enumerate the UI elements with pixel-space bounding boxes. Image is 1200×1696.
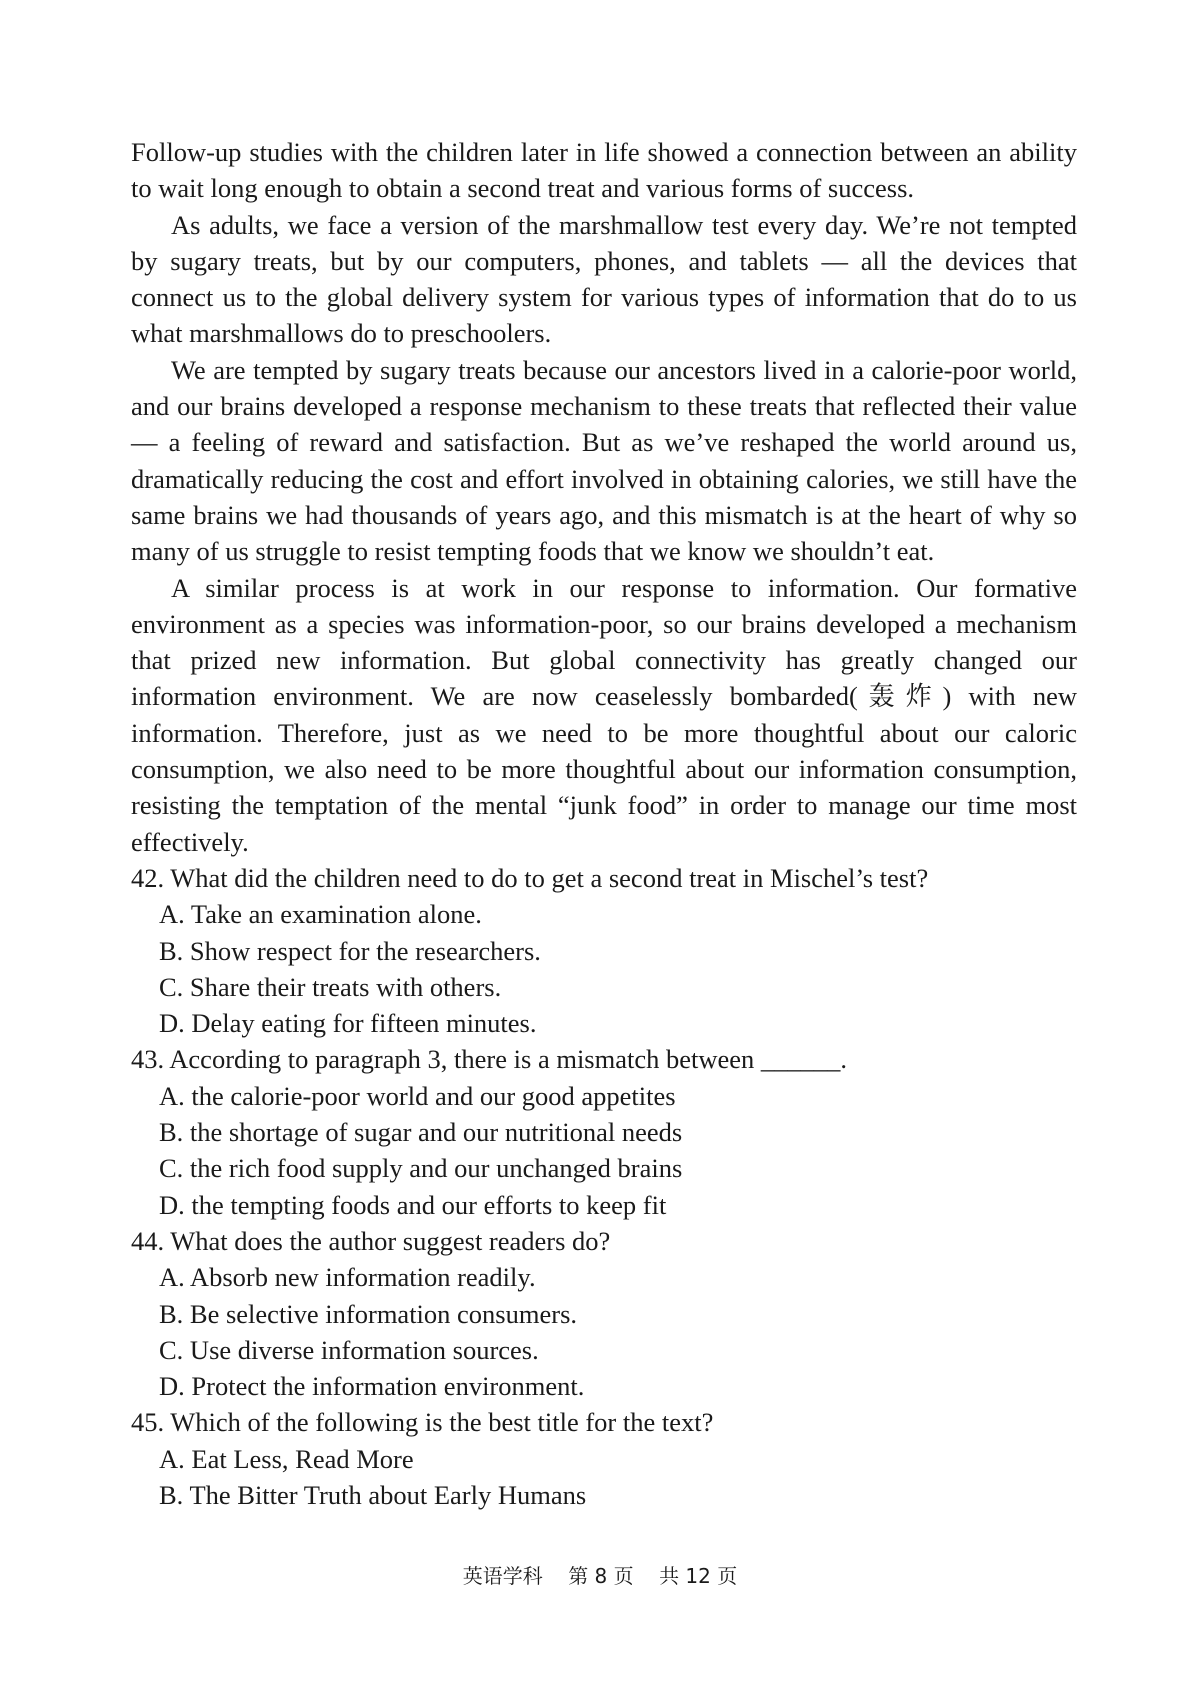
question-stem: 44. What does the author suggest readers do? [131,1225,611,1256]
option-b: B. The Bitter Truth about Early Humans [159,1479,587,1510]
question-42 [131,860,1077,1041]
answer-options [131,1441,1077,1514]
option-a: A. Absorb new information readily. [159,1262,536,1293]
page-footer [0,1562,1200,1590]
exam-page-content [131,134,1077,1513]
passage-paragraph-3: We are tempted by sugary treats because our ancestors lived in a calorie-poor world, and our brains developed a response mechanism to these treats that reflected their value — a feeling of reward and satisfaction. But as we’ve reshaped the world around us, dramatically reducing the cost and effort involved in obtaining calories, we still have the same brains we had thousands of years ago, and this mismatch is at the heart of why so many of us struggle to resist tempting foods that we know we shouldn’t eat. [131,354,1077,567]
option-c: C. Use diverse information sources. [159,1334,539,1365]
passage-paragraph-4: A similar process is at work in our response to information. Our formative environment as a species was information-poor, so our brains developed a mechanism that prized new information. But global connectivity has greatly changed our information environment. We are now ceaselessly bombarded(轰炸) with new information. Therefore, just as we need to be more thoughtful about our caloric consumption, we also need to be more thoughtful about our information consumption, resisting the temptation of the mental “junk food” in order to manage our time most effectively. [131,572,1077,857]
option-b: B. the shortage of sugar and our nutritional needs [159,1117,683,1148]
question-stem: 42. What did the children need to do to get a second treat in Mischel’s test? [131,862,929,893]
option-b: B. Show respect for the researchers. [159,935,541,966]
option-d: D. the tempting foods and our efforts to keep fit [159,1189,667,1220]
option-a: A. Eat Less, Read More [159,1443,414,1474]
page-number-label: 英语学科 第 8 页 共 12 页 [462,1564,738,1588]
option-d: D. Delay eating for fifteen minutes. [159,1008,537,1039]
question-43 [131,1041,1077,1222]
question-45 [131,1404,1077,1513]
option-c: C. Share their treats with others. [159,971,502,1002]
answer-options [131,1259,1077,1404]
question-stem: 43. According to paragraph 3, there is a mismatch between ______. [131,1044,848,1075]
reading-passage [131,134,1077,860]
question-44 [131,1223,1077,1404]
option-c: C. the rich food supply and our unchanged brains [159,1153,683,1184]
passage-paragraph-2: As adults, we face a version of the marshmallow test every day. We’re not tempted by sugary treats, but by our computers, phones, and tablets — all the devices that connect us to the global delivery system for various types of information that do to us what marshmallows do to preschoolers. [131,209,1077,349]
question-stem: 45. Which of the following is the best title for the text? [131,1407,714,1438]
option-a: A. the calorie-poor world and our good appetites [159,1080,676,1111]
passage-paragraph-1: Follow-up studies with the children later in life showed a connection between an ability to wait long enough to obtain a second treat and various forms of success. [131,137,1077,204]
option-d: D. Protect the information environment. [159,1371,585,1402]
answer-options [131,1078,1077,1223]
option-b: B. Be selective information consumers. [159,1298,578,1329]
answer-options [131,896,1077,1041]
option-a: A. Take an examination alone. [159,899,482,930]
